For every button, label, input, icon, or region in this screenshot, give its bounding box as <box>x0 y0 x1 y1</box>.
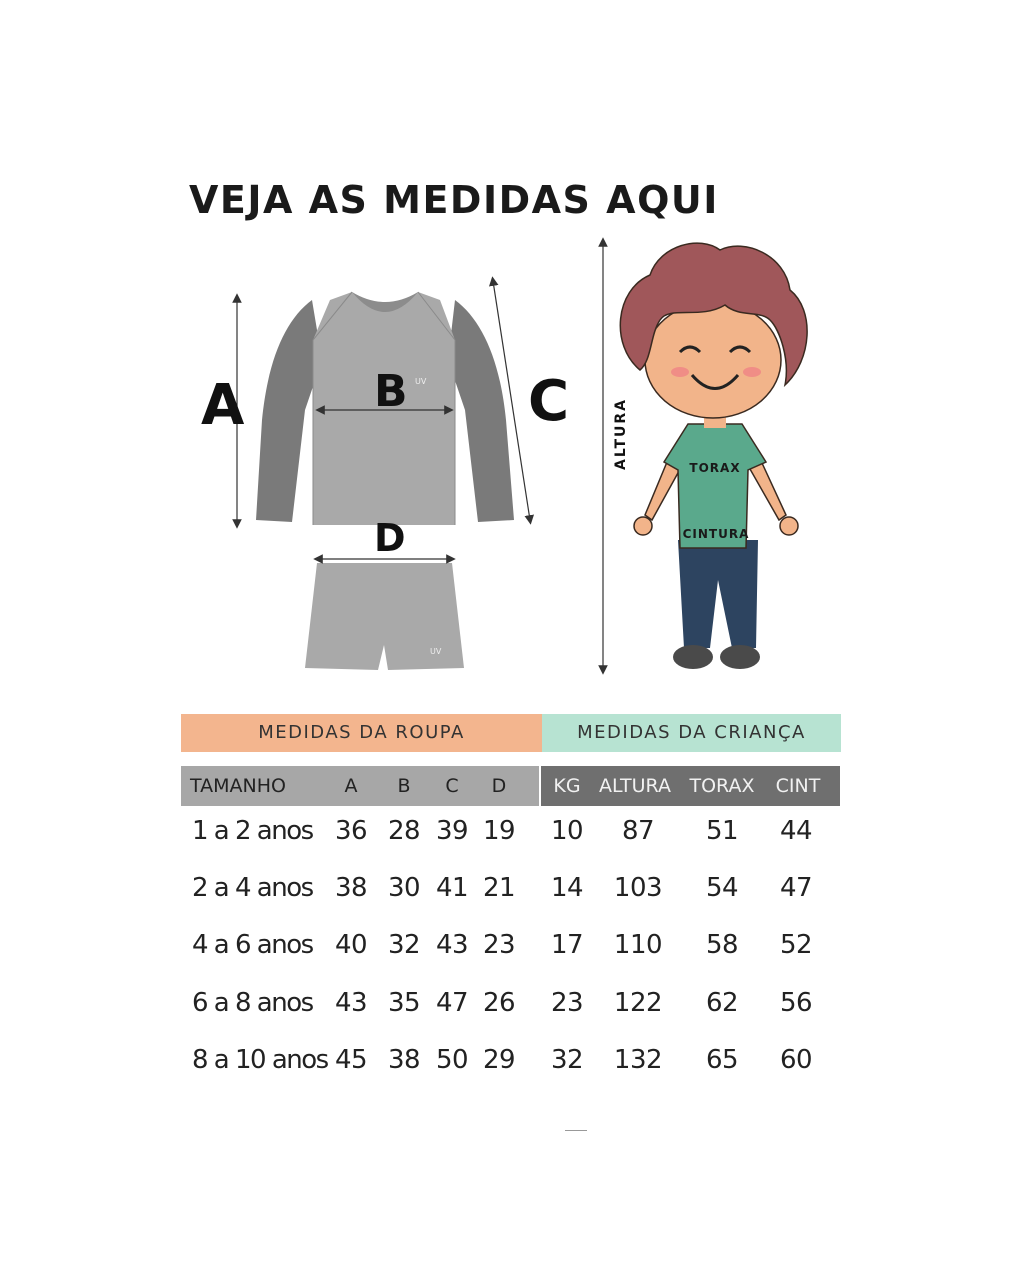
cell-b: 30 <box>387 873 421 903</box>
cell-c: 50 <box>435 1045 469 1075</box>
cell-b: 28 <box>387 816 421 846</box>
cell-size: 4 a 6 anos <box>192 930 313 960</box>
header-kg: KG <box>553 775 581 797</box>
cell-cint: 52 <box>779 930 813 960</box>
cell-kg: 23 <box>550 988 584 1018</box>
label-cintura: CINTURA <box>682 527 750 541</box>
cell-d: 19 <box>482 816 516 846</box>
cell-cint: 44 <box>779 816 813 846</box>
cell-torax: 62 <box>705 988 739 1018</box>
table-row <box>0 988 1024 1028</box>
cell-kg: 17 <box>550 930 584 960</box>
cell-d: 21 <box>482 873 516 903</box>
label-altura: ALTURA <box>613 398 629 470</box>
label-d: D <box>374 516 406 560</box>
table-row <box>0 930 1024 970</box>
label-b: B <box>374 366 408 417</box>
label-torax: TORAX <box>689 461 741 475</box>
shorts-drawing <box>305 563 464 670</box>
page-title: VEJA AS MEDIDAS AQUI <box>189 178 719 222</box>
brand-mark-shirt: UV <box>415 377 427 386</box>
header-tamanho: TAMANHO <box>190 775 286 797</box>
cell-size: 6 a 8 anos <box>192 988 313 1018</box>
cell-kg: 14 <box>550 873 584 903</box>
cell-size: 8 a 10 anos <box>192 1045 328 1075</box>
cell-b: 38 <box>387 1045 421 1075</box>
cell-torax: 58 <box>705 930 739 960</box>
cell-torax: 51 <box>705 816 739 846</box>
cell-cint: 56 <box>779 988 813 1018</box>
cell-c: 47 <box>435 988 469 1018</box>
table-row <box>0 816 1024 856</box>
cell-a: 43 <box>334 988 368 1018</box>
header-d: D <box>491 775 507 797</box>
cell-a: 38 <box>334 873 368 903</box>
cell-b: 32 <box>387 930 421 960</box>
cell-cint: 47 <box>779 873 813 903</box>
divider <box>565 1130 587 1131</box>
band-medidas-roupa: MEDIDAS DA ROUPA <box>181 714 542 752</box>
cell-altura: 110 <box>613 930 663 960</box>
cell-altura: 132 <box>613 1045 663 1075</box>
header-cint: CINT <box>775 775 821 797</box>
cell-c: 43 <box>435 930 469 960</box>
table-row <box>0 873 1024 913</box>
cell-torax: 65 <box>705 1045 739 1075</box>
child-drawing <box>620 243 807 669</box>
table-row <box>0 1045 1024 1085</box>
header-altura: ALTURA <box>599 775 671 797</box>
cell-kg: 32 <box>550 1045 584 1075</box>
header-torax: TORAX <box>689 775 755 797</box>
label-c: C <box>528 369 570 434</box>
cell-altura: 122 <box>613 988 663 1018</box>
cell-a: 36 <box>334 816 368 846</box>
cell-cint: 60 <box>779 1045 813 1075</box>
cell-d: 29 <box>482 1045 516 1075</box>
cell-d: 23 <box>482 930 516 960</box>
cell-a: 40 <box>334 930 368 960</box>
cell-c: 39 <box>435 816 469 846</box>
header-a: A <box>344 775 358 797</box>
cell-size: 2 a 4 anos <box>192 873 313 903</box>
cell-c: 41 <box>435 873 469 903</box>
brand-mark-shorts: UV <box>430 647 442 656</box>
cell-altura: 103 <box>613 873 663 903</box>
cell-b: 35 <box>387 988 421 1018</box>
cell-kg: 10 <box>550 816 584 846</box>
cell-d: 26 <box>482 988 516 1018</box>
header-c: C <box>445 775 459 797</box>
cell-altura: 87 <box>621 816 655 846</box>
band-medidas-crianca: MEDIDAS DA CRIANÇA <box>542 714 841 752</box>
cell-a: 45 <box>334 1045 368 1075</box>
label-a: A <box>201 373 243 438</box>
cell-torax: 54 <box>705 873 739 903</box>
header-b: B <box>397 775 411 797</box>
cell-size: 1 a 2 anos <box>192 816 313 846</box>
